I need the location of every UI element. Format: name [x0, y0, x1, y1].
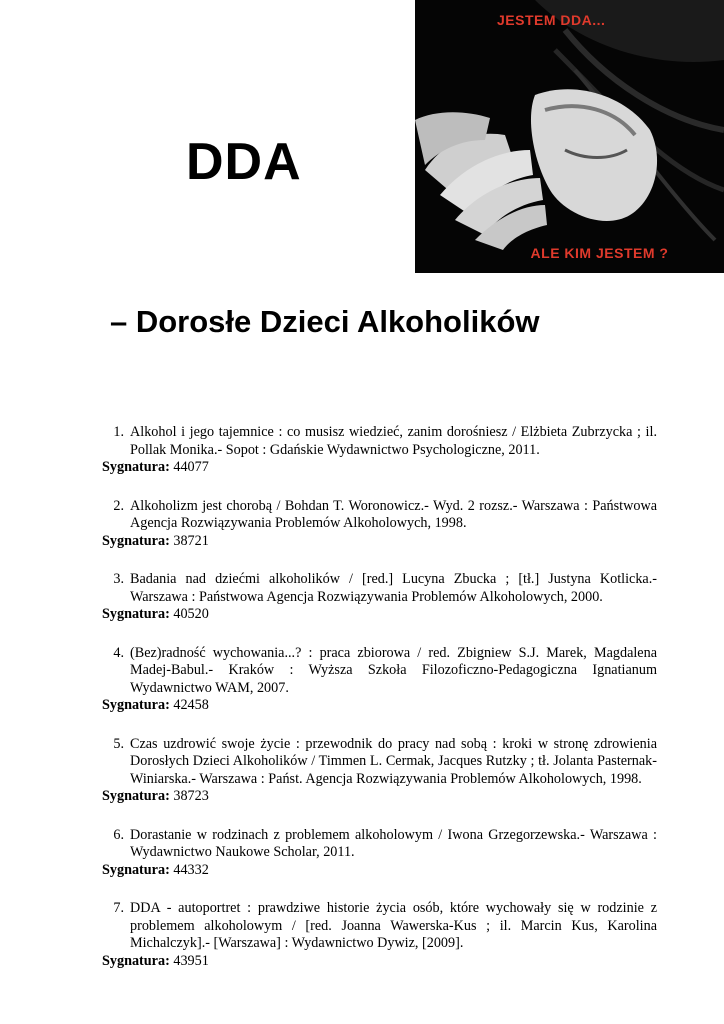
signature-label: Sygnatura:	[102, 697, 170, 713]
list-item	[102, 900, 657, 970]
item-number: 4.	[113, 644, 124, 661]
item-number: 7.	[113, 900, 124, 916]
item-description: Alkohol i jego tajemnice : co musisz wiedzieć, zanim dorośniesz / Elżbieta Zubrzycka ; il. Pollak Monika.- Sopot : Gdańskie Wydawnictwo Psychologiczne, 2011.	[130, 424, 657, 458]
signature-label: Sygnatura:	[102, 788, 170, 804]
page-subtitle: – Dorosłe Dzieci Alkoholików	[110, 304, 540, 339]
item-description: Alkoholizm jest chorobą / Bohdan T. Woronowicz.- Wyd. 2 rozsz.- Warszawa : Państwowa Agencja Rozwiązywania Problemów Alkoholowych, 1998.	[130, 497, 657, 531]
item-number: 2.	[113, 497, 124, 514]
signature-value: 42458	[173, 697, 209, 713]
crying-woman-photo-icon	[415, 0, 724, 273]
signature-label: Sygnatura:	[102, 459, 170, 475]
cover-image	[415, 0, 724, 273]
signature-value: 44077	[173, 459, 209, 475]
item-description: Dorastanie w rodzinach z problemem alkoholowym / Iwona Grzegorzewska.- Warszawa : Wydawnictwo Naukowe Scholar, 2011.	[130, 826, 657, 860]
item-number: 6.	[113, 826, 124, 843]
signature-label: Sygnatura:	[102, 606, 170, 622]
list-item	[102, 736, 657, 806]
signature-value: 40520	[173, 606, 209, 622]
bibliography-list	[102, 424, 657, 991]
list-item	[102, 571, 657, 624]
signature-line	[102, 533, 657, 551]
signature-line	[102, 862, 657, 880]
signature-line	[102, 459, 657, 477]
cover-bottom-text: ALE KIM JESTEM ?	[530, 245, 669, 261]
item-description: Czas uzdrowić swoje życie : przewodnik do pracy nad sobą : kroki w stronę zdrowienia Dorosłych Dzieci Alkoholików / Timmen L. Cermak, Jacques Rutzky ; tł. Jolanta Pasternak-Winiarska.- Warszawa : Państ. Agencja Rozwiązywania Problemów Alkoholowych, 1998.	[130, 735, 657, 787]
item-description: Badania nad dziećmi alkoholików / [red.] Lucyna Zbucka ; [tł.] Justyna Kotlicka.- Warszawa : Państwowa Agencja Rozwiązywania Problemów Alkoholowych, 2000.	[130, 571, 657, 605]
item-number: 3.	[113, 571, 124, 587]
list-item	[102, 827, 657, 880]
list-item	[102, 645, 657, 715]
signature-value: 38723	[173, 788, 209, 804]
signature-line	[102, 788, 657, 806]
item-description: (Bez)radność wychowania...? : praca zbiorowa / red. Zbigniew S.J. Marek, Magdalena Madej-Babul.- Kraków : Wyższa Szkoła Filozoficzno-Pedagogiczna Ignatianum Wydawnictwo WAM, 2007.	[130, 644, 657, 696]
signature-label: Sygnatura:	[102, 861, 170, 878]
item-description: DDA - autoportret : prawdziwe historie życia osób, które wychowały się w rodzinie z problemem alkoholowym / [red. Joanna Wawerska-Kus ; il. Marcin Kus, Karolina Michalczyk].- [Warszawa] : Wydawnictwo Dywiz, [2009].	[130, 900, 657, 951]
signature-label: Sygnatura:	[102, 952, 170, 969]
cover-top-text: JESTEM DDA...	[497, 12, 606, 28]
signature-value: 43951	[173, 952, 209, 969]
signature-line	[102, 953, 657, 971]
signature-line	[102, 606, 657, 624]
signature-line	[102, 697, 657, 715]
signature-label: Sygnatura:	[102, 532, 170, 549]
list-item	[102, 424, 657, 477]
signature-value: 38721	[173, 532, 209, 549]
item-number: 5.	[113, 735, 124, 752]
item-number: 1.	[113, 424, 124, 440]
signature-value: 44332	[173, 861, 209, 878]
list-item	[102, 498, 657, 551]
page-title: DDA	[186, 133, 302, 191]
